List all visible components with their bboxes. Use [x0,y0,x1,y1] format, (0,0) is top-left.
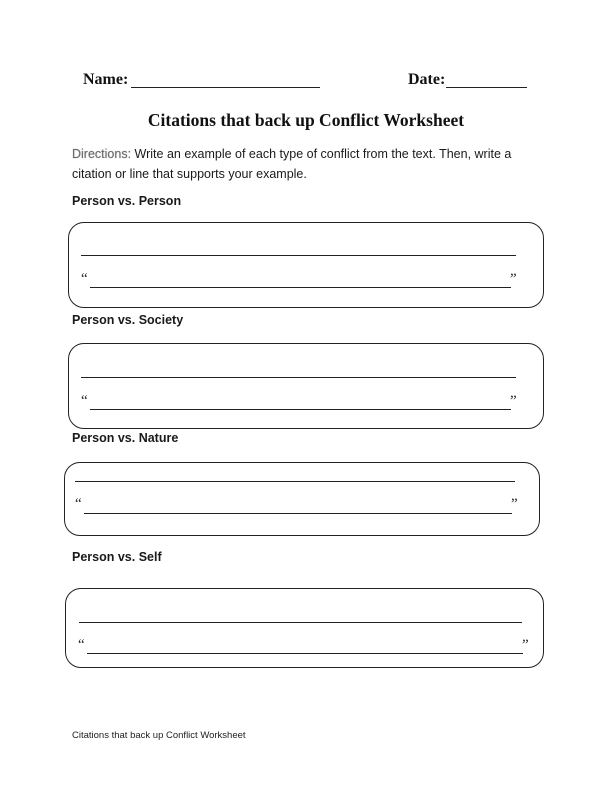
name-label: Name: [83,71,129,88]
date-blank[interactable] [446,87,527,88]
answer-box-person-vs-nature [64,462,540,536]
answer-box-person-vs-person [68,222,544,308]
open-quote: “ [81,393,88,409]
answer-box-person-vs-self [65,588,544,668]
section-label-person-vs-nature: Person vs. Nature [72,431,179,445]
close-quote: ” [522,637,529,653]
citation-line[interactable] [90,409,511,410]
worksheet-title: Citations that back up Conflict Worksheet [147,110,465,130]
open-quote: “ [78,637,85,653]
example-line[interactable] [75,481,515,482]
open-quote: “ [75,496,82,512]
citation-line[interactable] [84,513,512,514]
answer-box-person-vs-society [68,343,544,429]
citation-line[interactable] [87,653,523,654]
section-label-person-vs-person: Person vs. Person [72,194,182,208]
close-quote: ” [510,393,517,409]
name-blank[interactable] [131,87,320,88]
example-line[interactable] [81,377,516,378]
close-quote: ” [511,496,518,512]
directions [72,144,552,184]
directions-label: Directions: [72,147,132,161]
section-label-person-vs-society: Person vs. Society [72,313,184,327]
close-quote: ” [510,271,517,287]
section-label-person-vs-self: Person vs. Self [72,550,162,564]
open-quote: “ [81,271,88,287]
header-row [0,70,612,92]
date-label: Date: [408,71,446,88]
example-line[interactable] [79,622,522,623]
example-line[interactable] [81,255,516,256]
citation-line[interactable] [90,287,511,288]
footer-text: Citations that back up Conflict Worksheet [72,730,246,741]
directions-text: Write an example of each type of conflict from the text. Then, write a citation or line that supports your example. [72,147,512,181]
